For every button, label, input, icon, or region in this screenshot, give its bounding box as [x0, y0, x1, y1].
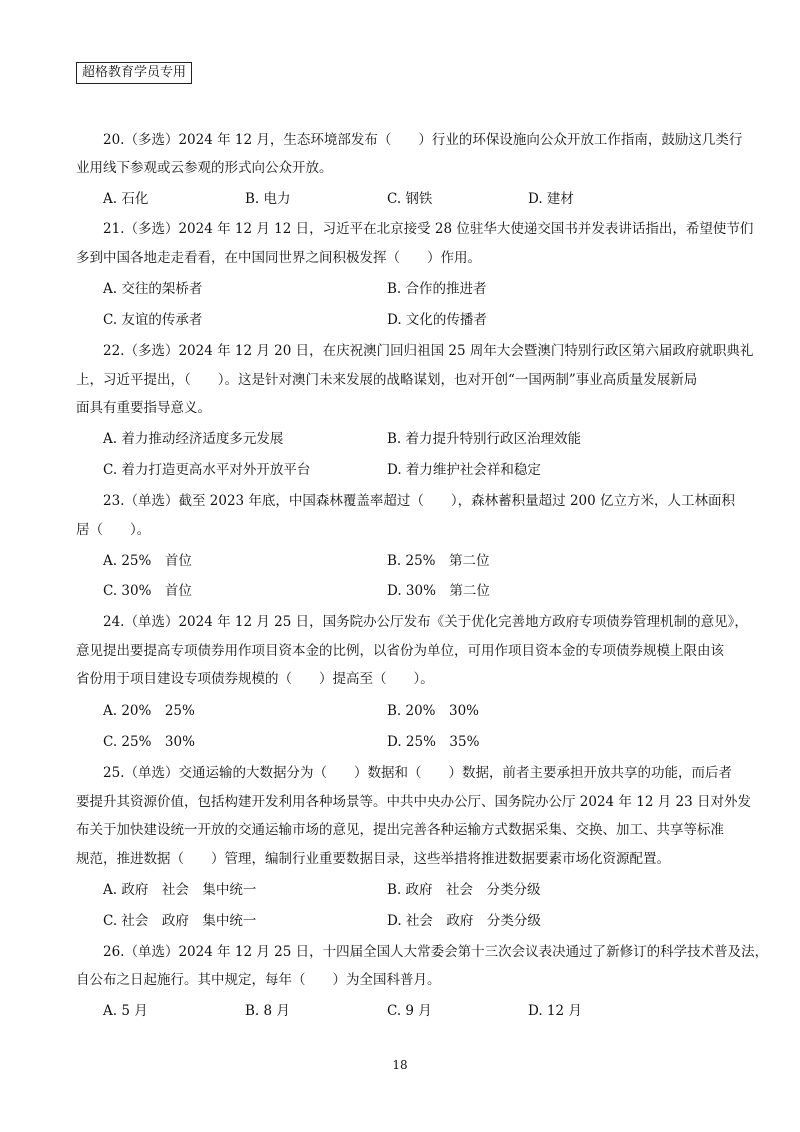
question-22-line-3: 面具有重要指导意义。 [76, 400, 211, 416]
question-20-line-2: 业用线下参观或云参观的形式向公众开放。 [76, 160, 333, 176]
question-22-option-b: B. 着力提升特别行政区治理效能 [387, 431, 582, 447]
question-22-option-c: C. 着力打造更高水平对外开放平台 [103, 462, 311, 478]
question-21-option-d: D. 文化的传播者 [387, 312, 487, 328]
question-25-option-a: A. 政府 社会 集中统一 [103, 882, 257, 898]
question-25-line-3: 布关于加快建设统一开放的交通运输市场的意见，提出完善各种运输方式数据采集、交换、加工、共享等标准 [76, 822, 724, 838]
question-24-option-a: A. 20% 25% [103, 703, 195, 719]
header-label: 超格教育学员专用 [76, 62, 192, 84]
question-26-line-2: 自公布之日起施行。其中规定，每年（ ）为全国科普月。 [76, 972, 441, 988]
question-23-option-a: A. 25% 首位 [103, 553, 192, 569]
question-26-option-b: B. 8 月 [245, 1003, 290, 1019]
question-22-option-a: A. 着力推动经济适度多元发展 [103, 431, 284, 447]
question-21-line-1: 21.（多选）2024 年 12 月 12 日，习近平在北京接受 28 位驻华大使递交国书并发表讲话指出，希望使节们 [103, 221, 754, 237]
question-22-option-d: D. 着力维护社会祥和稳定 [387, 462, 541, 478]
question-25-option-b: B. 政府 社会 分类分级 [387, 882, 541, 898]
question-26-option-a: A. 5 月 [103, 1003, 148, 1019]
question-25-line-1: 25.（单选）交通运输的大数据分为（ ）数据和（ ）数据，前者主要承担开放共享的功能，而后者 [103, 765, 732, 781]
question-23-option-c: C. 30% 首位 [103, 583, 192, 599]
question-21-option-c: C. 友谊的传承者 [103, 312, 203, 328]
page-number: 18 [392, 1058, 408, 1072]
question-20-option-b: B. 电力 [245, 191, 291, 207]
question-23-option-d: D. 30% 第二位 [387, 583, 490, 599]
question-24-option-c: C. 25% 30% [103, 734, 195, 750]
question-25-option-c: C. 社会 政府 集中统一 [103, 913, 257, 929]
question-25-line-4: 规范，推进数据（ ）管理，编制行业重要数据目录，这些举措将推进数据要素市场化资源配置。 [76, 851, 670, 867]
question-26-option-d: D. 12 月 [528, 1003, 582, 1019]
question-24-line-1: 24.（单选）2024 年 12 月 25 日，国务院办公厅发布《关于优化完善地方政府专项债券管理机制的意见》， [103, 614, 748, 630]
question-26-option-c: C. 9 月 [387, 1003, 432, 1019]
question-21-option-a: A. 交往的架桥者 [103, 281, 203, 297]
question-20-option-a: A. 石化 [103, 191, 149, 207]
question-24-line-3: 省份用于项目建设专项债券规模的（ ）提高至（ ）。 [76, 671, 434, 687]
question-20-option-d: D. 建材 [528, 191, 574, 207]
question-23-line-2: 居（ ）。 [76, 522, 151, 538]
question-23-option-b: B. 25% 第二位 [387, 553, 490, 569]
question-21-option-b: B. 合作的推进者 [387, 281, 487, 297]
question-22-line-1: 22.（多选）2024 年 12 月 20 日，在庆祝澳门回归祖国 25 周年大会暨澳门特别行政区第六届政府就职典礼 [103, 343, 754, 359]
question-24-option-b: B. 20% 30% [387, 703, 480, 719]
question-21-line-2: 多到中国各地走走看看，在中国同世界之间积极发挥（ ）作用。 [76, 250, 481, 266]
question-24-line-2: 意见提出要提高专项债券用作项目资本金的比例，以省份为单位，可用作项目资本金的专项债券规模上限由该 [76, 643, 724, 659]
question-25-option-d: D. 社会 政府 分类分级 [387, 913, 541, 929]
question-22-line-2: 上，习近平提出，（ ）。这是针对澳门未来发展的战略谋划，也对开创“一国两制”事业高质量发展新局 [76, 372, 698, 388]
question-25-line-2: 要提升其资源价值，包括构建开发利用各种场景等。中共中央办公厅、国务院办公厅 2024 年 12 月 23 日对外发 [76, 794, 751, 810]
question-20-option-c: C. 钢铁 [387, 191, 433, 207]
question-23-line-1: 23.（单选）截至 2023 年底，中国森林覆盖率超过（ ），森林蓄积量超过 200 亿立方米，人工林面积 [103, 493, 736, 509]
question-26-line-1: 26.（单选）2024 年 12 月 25 日，十四届全国人大常委会第十三次会议表决通过了新修订的科学技术普及法， [103, 944, 769, 960]
question-24-option-d: D. 25% 35% [387, 734, 480, 750]
question-20-line-1: 20.（多选）2024 年 12 月，生态环境部发布（ ）行业的环保设施向公众开放工作指南，鼓励这几类行 [103, 132, 743, 148]
